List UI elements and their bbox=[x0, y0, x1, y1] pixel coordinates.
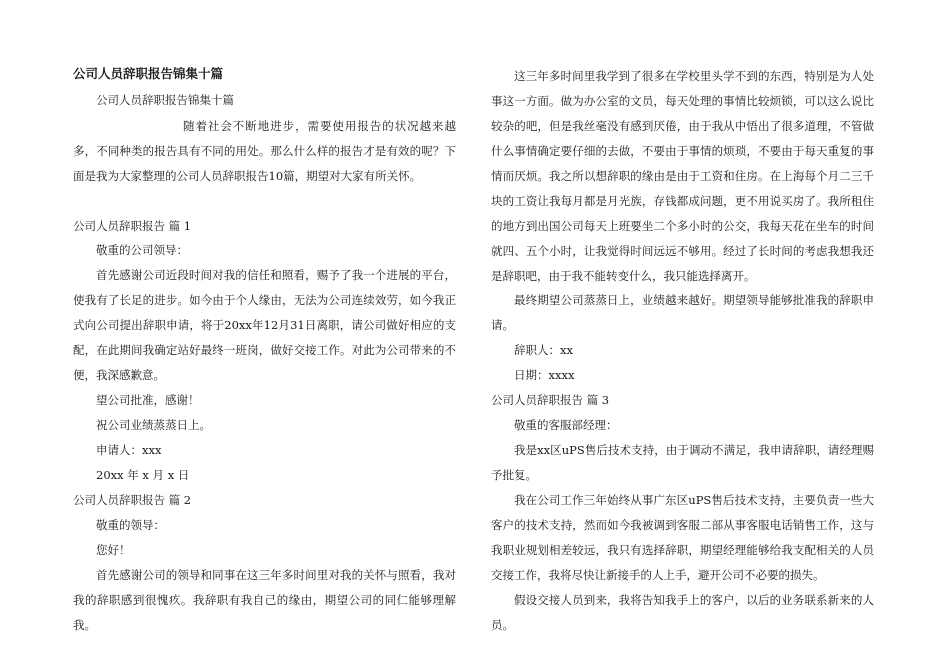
report-2-body-2: 这三年多时间里我学到了很多在学校里头学不到的东西，特别是为人处事这一方面。做为办公室的文员，每天处理的事情比较烦锁，可以这么说比较杂的吧，但是我丝毫没有感到厌倦，由于我从中悟出了很多道理，不管做什么事情确定要仔细的去做，不要由于事情的烦琐，不要由于每天重复的事情而厌烦。我之所以想辞职的缘由是由于工资和住房。在上海每个月二三千块的工资让我每月都是月光族，存钱都成问题，更不用说买房了。我所租住的地方到出国公司每天上班要坐二个多小时的公交，我每天花在坐车的时间就四、五个小时，让我觉得时间远远不够用。经过了长时间的考虑我想我还是辞职吧，由于我不能转变什么，我只能选择离开。 bbox=[491, 69, 874, 283]
report-1-body: 首先感谢公司近段时间对我的信任和照看，赐予了我一个进展的平台，使我有了长足的进步。如今由于个人缘由，无法为公司连续效劳，如今我正式向公司提出辞职申请，将于20xx年12月31日离职，请公司做好相应的支配，在此期间我确定站好最终一班岗，做好交接工作。对此为公司带来的不便，我深感歉意。 bbox=[73, 268, 456, 382]
intro-paragraph: 随着社会不断地进步，需要使用报告的状况越来越多，不同种类的报告具有不同的用处。那么什么样的报告才是有效的呢？下面是我为大家整理的公司人员辞职报告10篇，期望对大家有所关怀。 bbox=[73, 119, 456, 183]
report-1-salutation: 敬重的公司领导： bbox=[96, 243, 188, 257]
report-3-body-1: 我是xx区uPS售后技术支持，由于调动不满足，我申请辞职，请经理赐予批复。 bbox=[491, 443, 874, 482]
report-2-resigner: 辞职人：xx bbox=[514, 343, 573, 357]
report-3-heading: 公司人员辞职报告 篇 3 bbox=[491, 393, 610, 407]
report-2-greeting: 您好！ bbox=[96, 543, 131, 557]
report-1-closing-wishes: 祝公司业绩蒸蒸日上。 bbox=[96, 418, 211, 432]
report-2-salutation: 敬重的领导： bbox=[96, 518, 165, 532]
document-subtitle: 公司人员辞职报告锦集十篇 bbox=[96, 93, 234, 107]
report-3-body-3: 假设交接人员到来，我将告知我手上的客户，以后的业务联系新来的人员。 bbox=[491, 593, 874, 632]
report-2-body-1: 首先感谢公司的领导和同事在这三年多时间里对我的关怀与照看，我对我的辞职感到很愧疚。我辞职有我自己的缘由，期望公司的同仁能够理解我。 bbox=[73, 568, 456, 632]
report-3-body-2: 我在公司工作三年始终从事广东区uPS售后技术支持，主要负责一些大客户的技术支持，然而如今我被调到客服二部从事客服电话销售工作，这与我职业规划相差较远，我只有选择辞职，期望经理能够给我支配相关的人员交接工作，我将尽快让新接手的人上手，避开公司不必要的损失。 bbox=[491, 493, 874, 582]
report-1-date: 20xx 年 x 月 x 日 bbox=[96, 468, 190, 482]
report-1-applicant: 申请人：xxx bbox=[96, 443, 162, 457]
report-2-body-3: 最终期望公司蒸蒸日上，业绩越来越好。期望领导能够批准我的辞职申请。 bbox=[491, 293, 874, 332]
report-2-date: 日期：xxxx bbox=[514, 368, 575, 382]
report-2-heading: 公司人员辞职报告 篇 2 bbox=[73, 493, 192, 507]
report-1-closing-thanks: 望公司批准，感谢！ bbox=[96, 393, 200, 407]
document-title: 公司人员辞职报告锦集十篇 bbox=[73, 66, 224, 81]
report-1-heading: 公司人员辞职报告 篇 1 bbox=[73, 219, 192, 233]
report-3-salutation: 敬重的客服部经理： bbox=[514, 418, 618, 432]
